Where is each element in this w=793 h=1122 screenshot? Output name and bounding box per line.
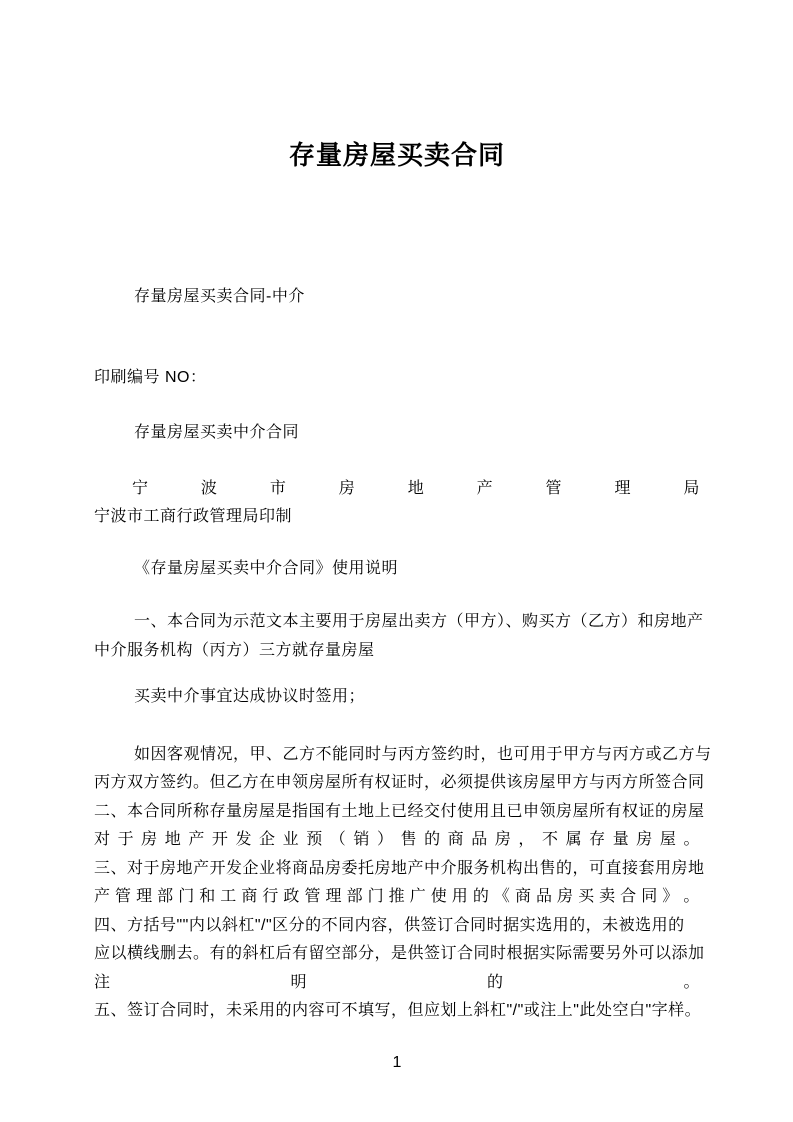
page-number: 1	[392, 1053, 402, 1071]
clause-4-line-3: 注 明 的 。	[94, 973, 700, 991]
clause-1-line-1: 一、本合同为示范文本主要用于房屋出卖方（甲方）、购买方（乙方）和房地产	[134, 613, 704, 630]
clause-2-line-1: 二、本合同所称存量房屋是指国有土地上已经交付使用且已申领房屋所有权证的房屋	[94, 802, 705, 820]
clause-3-line-2: 产 管 理 部 门 和 工 商 行 政 管 理 部 门 推 广 使 用 的 《 商 品 房 买 卖 合 同 》 。	[94, 888, 700, 905]
usage-instructions-title: 《存量房屋买卖中介合同》使用说明	[134, 559, 399, 577]
clause-4-line-1: 四、方括号""内以斜杠"/"区分的不同内容，供签订合同时据实选用的，未被选用的	[94, 916, 685, 934]
issuer-line-2: 宁波市工商行政管理局印制	[94, 508, 293, 525]
clause-1-line-3: 买卖中介事宜达成协议时签用；	[134, 688, 366, 705]
clause-3-line-1: 三、对于房地产开发企业将商品房委托房地产中介服务机构出售的，可直接套用房地	[94, 859, 705, 877]
note-line-2: 丙方双方签约。但乙方在申领房屋所有权证时，必须提供该房屋甲方与丙方所签合同	[94, 774, 705, 791]
issuer-line-1: 宁 波 市 房 地 产 管 理 局	[132, 479, 700, 497]
subtitle-line: 存量房屋买卖合同-中介	[134, 288, 305, 305]
clause-2-line-2: 对 于 房 地 产 开 发 企 业 预 （ 销 ） 售 的 商 品 房 ， 不 属 存 量 房 屋 。	[94, 831, 700, 848]
note-line-1: 如因客观情况，甲、乙方不能同时与丙方签约时，也可用于甲方与丙方或乙方与	[134, 745, 712, 763]
clause-4-line-2: 应以横线删去。有的斜杠后有留空部分，是供签订合同时根据实际需要另外可以添加	[94, 945, 705, 962]
contract-name-line: 存量房屋买卖中介合同	[134, 424, 300, 441]
print-number-line: 印刷编号 NO：	[94, 368, 207, 386]
clause-5-line: 五、签订合同时，未采用的内容可不填写，但应划上斜杠"/"或注上"此处空白"字样。	[94, 1002, 702, 1019]
clause-1-line-2: 中介服务机构（丙方）三方就存量房屋	[94, 641, 375, 659]
document-title: 存量房屋买卖合同	[288, 140, 505, 170]
